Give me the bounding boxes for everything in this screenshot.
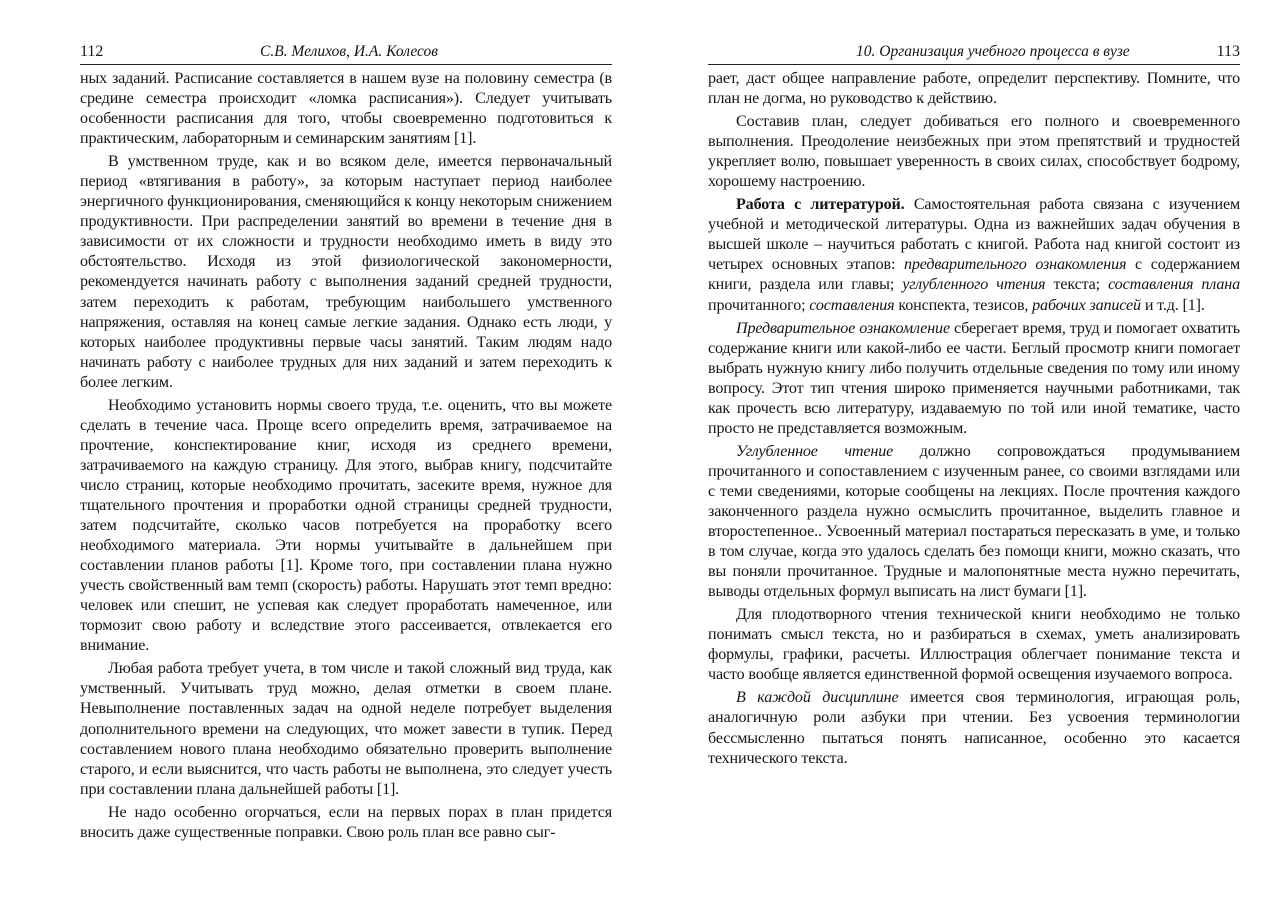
right-running-head [708, 40, 1240, 65]
text-run: Самостоятельная работа связана с изучением учебной и методической литературы. Одна из важнейших задач обучения в высшей школе – научиться работать с книгой. Работа над книгой состоит из четырех основных этапов: [708, 196, 1240, 274]
text-run: имеется своя терминология, играющая роль, аналогичную роли азбуки при чтении. Без усвоения терминологии бессмысленно пытаться понять написанное, особенно это касается технического текста. [708, 689, 1240, 767]
right-paragraph-7 [708, 688, 1240, 768]
section-heading-literature: Работа с литературой. [736, 196, 905, 214]
left-paragraph-3: Необходимо установить нормы своего труда, т.е. оценить, что вы можете сделать в течение часа. Проще всего определить время, затрачиваемое на прочтение, конспектирование книг, исходя из среднего времени, затрачиваемого на каждую страницу. Для этого, выбрав книгу, подсчитайте число страниц, которые необходимо прочитать, засеките время, нужное для тщательного прочтения и проработки одной страницы средней трудности, затем подсчитайте, сколько часов потребуется на проработку всего необходимого материала. Эти нормы учитывайте в дальнейшем при составлении планов работы [1]. Кроме того, при составлении плана нужно учесть свойственный вам темп (скорость) работы. Нарушать этот темп вредно: человек или спешит, не успевая как следует проработать намеченное, или тормозит свою работу и вследствие этого рассеивается, отвлекается его внимание. [80, 396, 612, 655]
italic-term: рабочих записей [1032, 296, 1141, 314]
right-paragraph-6: Для плодотворного чтения технической книги необходимо не только понимать смысл текста, но и разбираться в схемах, уметь анализировать формулы, графики, расчеты. Иллюстрация облегчает понимание текста и часто вообще является единственной формой освещения изучаемого вопроса. [708, 606, 1240, 684]
left-running-title: С.В. Мелихов, И.А. Колесов [260, 43, 438, 60]
italic-term: Предварительное ознакомление [736, 319, 950, 337]
right-paragraph-2: Составив план, следует добиваться его полного и своевременного выполнения. Преодоление неизбежных при этом препятствий и трудностей укрепляет волю, повышает уверенность в своих силах, способствует бодрому, хорошему настроению. [708, 113, 1240, 191]
italic-term: составления [809, 296, 895, 314]
text-run: сберегает время, труд и помогает охватить содержание книги или какой-либо ее части. Беглый просмотр книги помогает выбрать нужную книгу либо получить отдельные сведения по тому или иному вопросу. Этот тип чтения широко применяется научными работниками, так как прочесть всю литературу, издаваемую по той или иной тематике, часто просто не представляется возможным. [708, 319, 1240, 437]
text-run: конспекта, тезисов, [894, 296, 1033, 314]
right-page-number: 113 [1216, 43, 1240, 60]
right-page [708, 40, 1240, 769]
text-run: и т.д. [1]. [1140, 296, 1205, 314]
right-running-title: 10. Организация учебного процесса в вузе [856, 43, 1130, 60]
italic-term: Углубленное чтение [736, 442, 894, 460]
italic-term: углубленного чтения [902, 276, 1046, 294]
right-paragraph-3 [708, 195, 1240, 315]
left-body-text [80, 69, 612, 843]
left-paragraph-5: Не надо особенно огорчаться, если на первых порах в план придется вносить даже существенные поправки. Свою роль план все равно сыг- [80, 803, 612, 841]
text-run: прочитанного; [708, 296, 810, 314]
left-paragraph-2: В умственном труде, как и во всяком деле, имеется первоначальный период «втягивания в работу», за которым наступает период наиболее энергичного функционирования, сменяющийся к концу некоторым снижением продуктивности. При распределении занятий во времени в течение дня в зависимости от их сложности и трудности необходимо иметь в виду это обстоятельство. Исходя из этой физиологической закономерности, рекомендуется начинать работу с выполнения заданий средней трудности, затем переходить к работам, требующим наибольшего умственного напряжения, оставляя на конец самые легкие задания. Однако есть люди, у которых наиболее продуктивны первые часы занятий. Таким людям надо начинать работу с наиболее трудных для них заданий и затем переходить к более легким. [80, 153, 612, 391]
right-paragraph-1: рает, даст общее направление работе, определит перспективу. Помните, что план не догма, но руководство к действию. [708, 70, 1240, 108]
left-page-number: 112 [80, 43, 104, 60]
text-run: текста; [1045, 276, 1109, 294]
left-paragraph-4: Любая работа требует учета, в том числе и такой сложный вид труда, как умственный. Учитывать труд можно, делая отметки в своем плане. Невыполнение поставленных задач на одной неделе потребует выделения дополнительного времени на следующих, что может завести в тупик. Перед составлением нового плана необходимо обязательно проверить выполнение старого, и если выяснится, что часть работы не выполнена, это следует учесть при составлении плана дальнейшей работы [1]. [80, 660, 612, 798]
right-paragraph-4 [708, 319, 1240, 439]
text-run: с содержанием книги, раздела или главы; [708, 256, 1240, 294]
italic-term: предварительного ознакомления [903, 256, 1127, 274]
italic-term: составления плана [1108, 276, 1240, 294]
italic-term: В каждой дисциплине [736, 689, 899, 707]
right-body-text [708, 69, 1240, 769]
text-run: должно сопровождаться продумыванием прочитанного и сопоставлением с изученным ранее, со своими взглядами или с теми сведениями, которые сообщены на лекциях. После прочтения каждого законченного раздела нужно осмыслить прочитанное, выделить главное и второстепенное.. Усвоенный материал постараться пересказать в уме, и только в том случае, когда это удалось сделать без помощи книги, можно сказать, что вы поняли прочитанное. Трудные и малопонятные места нужно перечитать, выводы отдельных формул выписать на лист бумаги [1]. [708, 442, 1240, 601]
right-paragraph-5 [708, 442, 1240, 602]
left-page [80, 40, 612, 843]
left-running-head [80, 40, 612, 65]
left-paragraph-1: ных заданий. Расписание составляется в нашем вузе на половину семестра (в средине семестра происходит «ломка расписания»). Следует учитывать особенности расписания для того, чтобы своевременно подготовиться к практическим, лабораторным и семинарским занятиям [1]. [80, 70, 612, 148]
